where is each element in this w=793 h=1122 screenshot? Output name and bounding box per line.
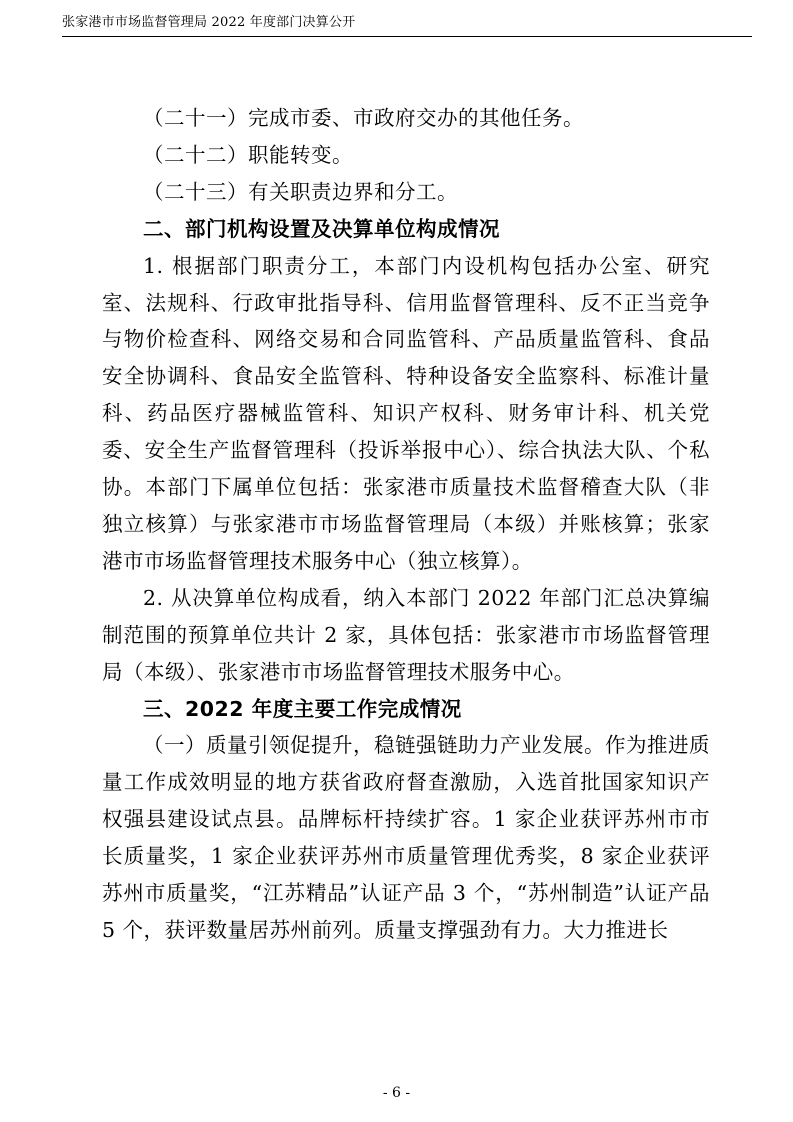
paragraph: 2. 从决算单位构成看，纳入本部门 2022 年部门汇总决算编制范围的预算单位共计 2 家，具体包括：张家港市市场监督管理局（本级）、张家港市市场监督管理技术服务中心。 xyxy=(102,585,710,684)
section-heading: 二、部门机构设置及决算单位构成情况 xyxy=(143,216,500,241)
list-item: （二十一）完成市委、市政府交办的其他任务。 xyxy=(143,106,584,130)
paragraph: 1. 根据部门职责分工，本部门内设机构包括办公室、研究室、法规科、行政审批指导科、信用监督管理科、反不正当竞争与物价检查科、网络交易和合同监管科、产品质量监管科、食品安全协调科、食品安全监管科、特种设备安全监察科、标准计量科、药品医疗器械监管科、知识产权科、财务审计科、机关党委、安全生产监督管理科（投诉举报中心）、综合执法大队、个私协。本部门下属单位包括：张家港市质量技术监督稽查大队（非独立核算）与张家港市市场监督管理局（本级）并账核算；张家港市市场监督管理技术服务中心（独立核算）。 xyxy=(102,253,710,573)
header-rule xyxy=(62,36,752,37)
list-item: （二十二）职能转变。 xyxy=(143,142,353,167)
running-header: 张家港市市场监督管理局 2022 年度部门决算公开 xyxy=(62,15,356,30)
list-item: （二十三）有关职责边界和分工。 xyxy=(143,179,458,204)
document-body xyxy=(102,100,710,949)
section-heading: 三、2022 年度主要工作完成情况 xyxy=(143,696,462,721)
paragraph: （一）质量引领促提升，稳链强链助力产业发展。作为推进质量工作成效明显的地方获省政府督查激励，入选首批国家知识产权强县建设试点县。品牌标杆持续扩容。1 家企业获评苏州市市长质量奖，1 家企业获评苏州市质量管理优秀奖，8 家企业获评苏州市质量奖，“江苏精品”认证产品 3 个，“苏州制造”认证产品 5 个，获评数量居苏州前列。质量支撑强劲有力。大力推进长 xyxy=(102,733,710,942)
page-number: - 6 - xyxy=(382,1085,411,1101)
